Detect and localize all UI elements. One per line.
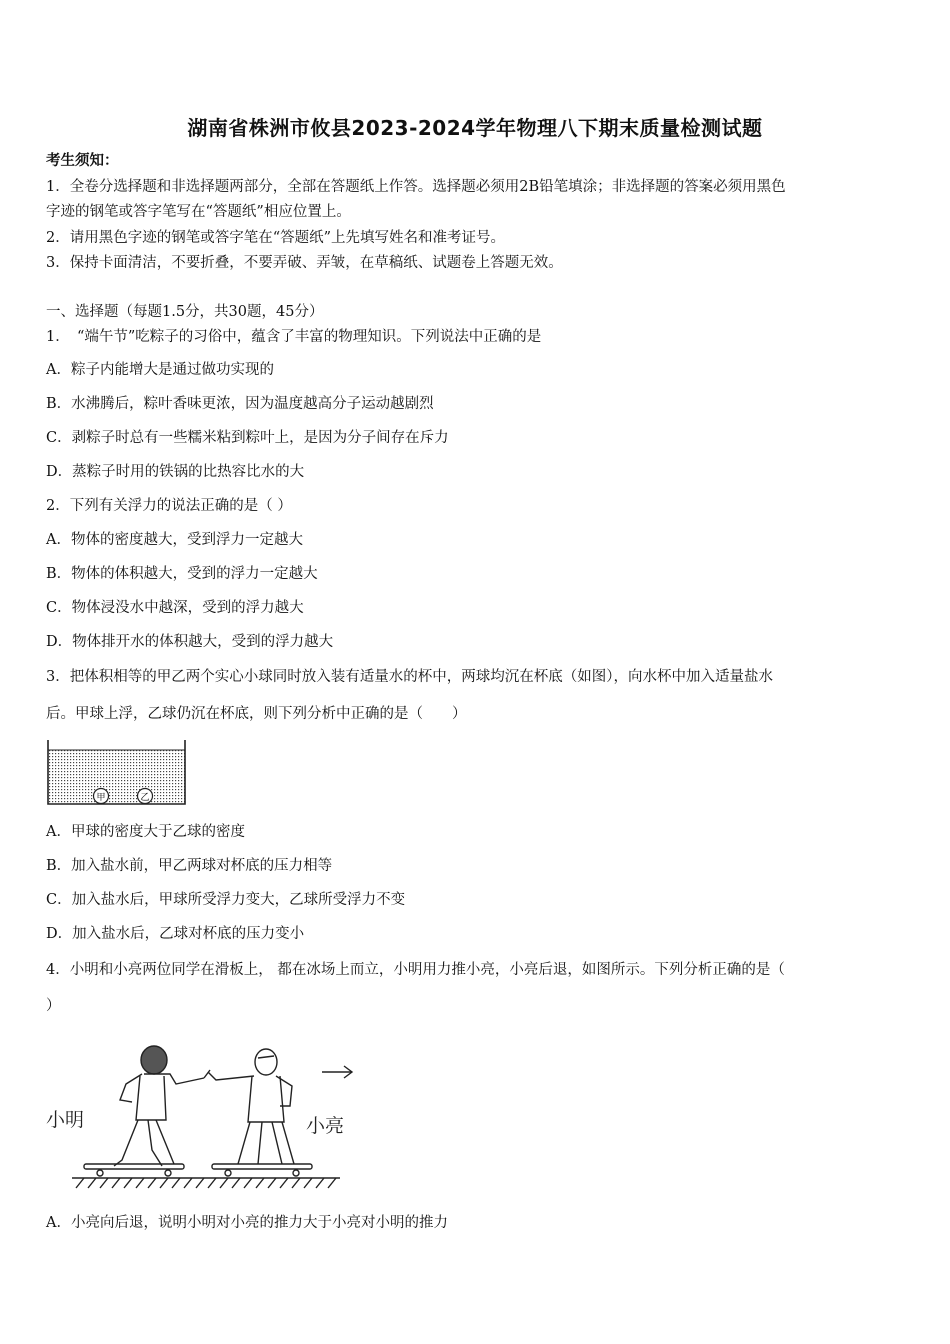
section-heading: 一、选择题（每题1.5分，共30题，45分） [46, 304, 324, 320]
ground [72, 1178, 340, 1188]
ball-jia-label: 甲 [96, 793, 106, 803]
water-fill [48, 750, 185, 804]
q3-option-d: D．加入盐水后，乙球对杯底的压力变小 [46, 926, 305, 942]
q1-option-d: D．蒸粽子时用的铁锅的比热容比水的大 [46, 464, 305, 480]
q1-option-b: B．水沸腾后，粽叶香味更浓，因为温度越高分子运动越剧烈 [46, 396, 434, 412]
notice-item-1-line-2: 字迹的钢笔或答字笔写在“答题纸”相应位置上。 [46, 204, 351, 220]
q3-stem-line-1: 3．把体积相等的甲乙两个实心小球同时放入装有适量水的杯中，两球均沉在杯底（如图），向水杯中加入适量盐水 [46, 669, 773, 685]
q3-option-b: B．加入盐水前，甲乙两球对杯底的压力相等 [46, 858, 333, 874]
notice-item-1-line-1: 1．全卷分选择题和非选择题两部分，全部在答题纸上作答。选择题必须用2B铅笔填涂；非选择题的答案必须用黑色 [46, 179, 786, 195]
notice-item-2: 2．请用黑色字迹的钢笔或答字笔在“答题纸”上先填写姓名和准考证号。 [46, 230, 506, 246]
q1-option-c: C．剥粽子时总有一些糯米粘到粽叶上，是因为分子间存在斥力 [46, 430, 449, 446]
q3-option-a: A．甲球的密度大于乙球的密度 [46, 824, 245, 840]
page-title: 湖南省株洲市攸县2023-2024学年物理八下期末质量检测试题 [187, 116, 763, 140]
q2-option-c: C．物体浸没水中越深，受到的浮力越大 [46, 600, 304, 616]
direction-arrow-icon [322, 1066, 352, 1078]
ball-jia [94, 789, 109, 804]
ball-yi [138, 789, 153, 804]
label-xiaoliang: 小亮 [306, 1115, 345, 1137]
q4-option-a: A．小亮向后退，说明小明对小亮的推力大于小亮对小明的推力 [46, 1215, 448, 1231]
q4-stem-line-1: 4．小明和小亮两位同学在滑板上， 都在冰场上而立，小明用力推小亮，小亮后退，如图所示。下列分析正确的是（ [46, 962, 785, 978]
q2-option-d: D．物体排开水的体积越大，受到的浮力越大 [46, 634, 334, 650]
q2-option-a: A．物体的密度越大，受到浮力一定越大 [46, 532, 303, 548]
ball-yi-label: 乙 [140, 793, 150, 803]
notice-heading: 考生须知： [46, 152, 119, 169]
q4-stem-line-2: ） [46, 998, 61, 1014]
q2-option-b: B．物体的体积越大，受到的浮力一定越大 [46, 566, 318, 582]
q1-stem: 1． “端午节”吃粽子的习俗中，蕴含了丰富的物理知识。下列说法中正确的是 [46, 329, 542, 345]
person-xiaoliang [208, 1049, 312, 1176]
q1-option-a: A．粽子内能增大是通过做功实现的 [46, 362, 274, 378]
q3-option-c: C．加入盐水后，甲球所受浮力变大，乙球所受浮力不变 [46, 892, 406, 908]
q3-stem-line-2: 后。甲球上浮，乙球仍沉在杯底，则下列分析中正确的是（ ） [46, 706, 467, 722]
q4-skaters-figure [44, 1040, 364, 1195]
person-xiaoming [84, 1046, 210, 1176]
q3-cup-figure [46, 738, 188, 808]
label-xiaoming: 小明 [46, 1109, 85, 1131]
notice-item-3: 3．保持卡面清洁，不要折叠，不要弄破、弄皱，在草稿纸、试题卷上答题无效。 [46, 255, 563, 271]
q2-stem: 2．下列有关浮力的说法正确的是（ ） [46, 498, 292, 514]
